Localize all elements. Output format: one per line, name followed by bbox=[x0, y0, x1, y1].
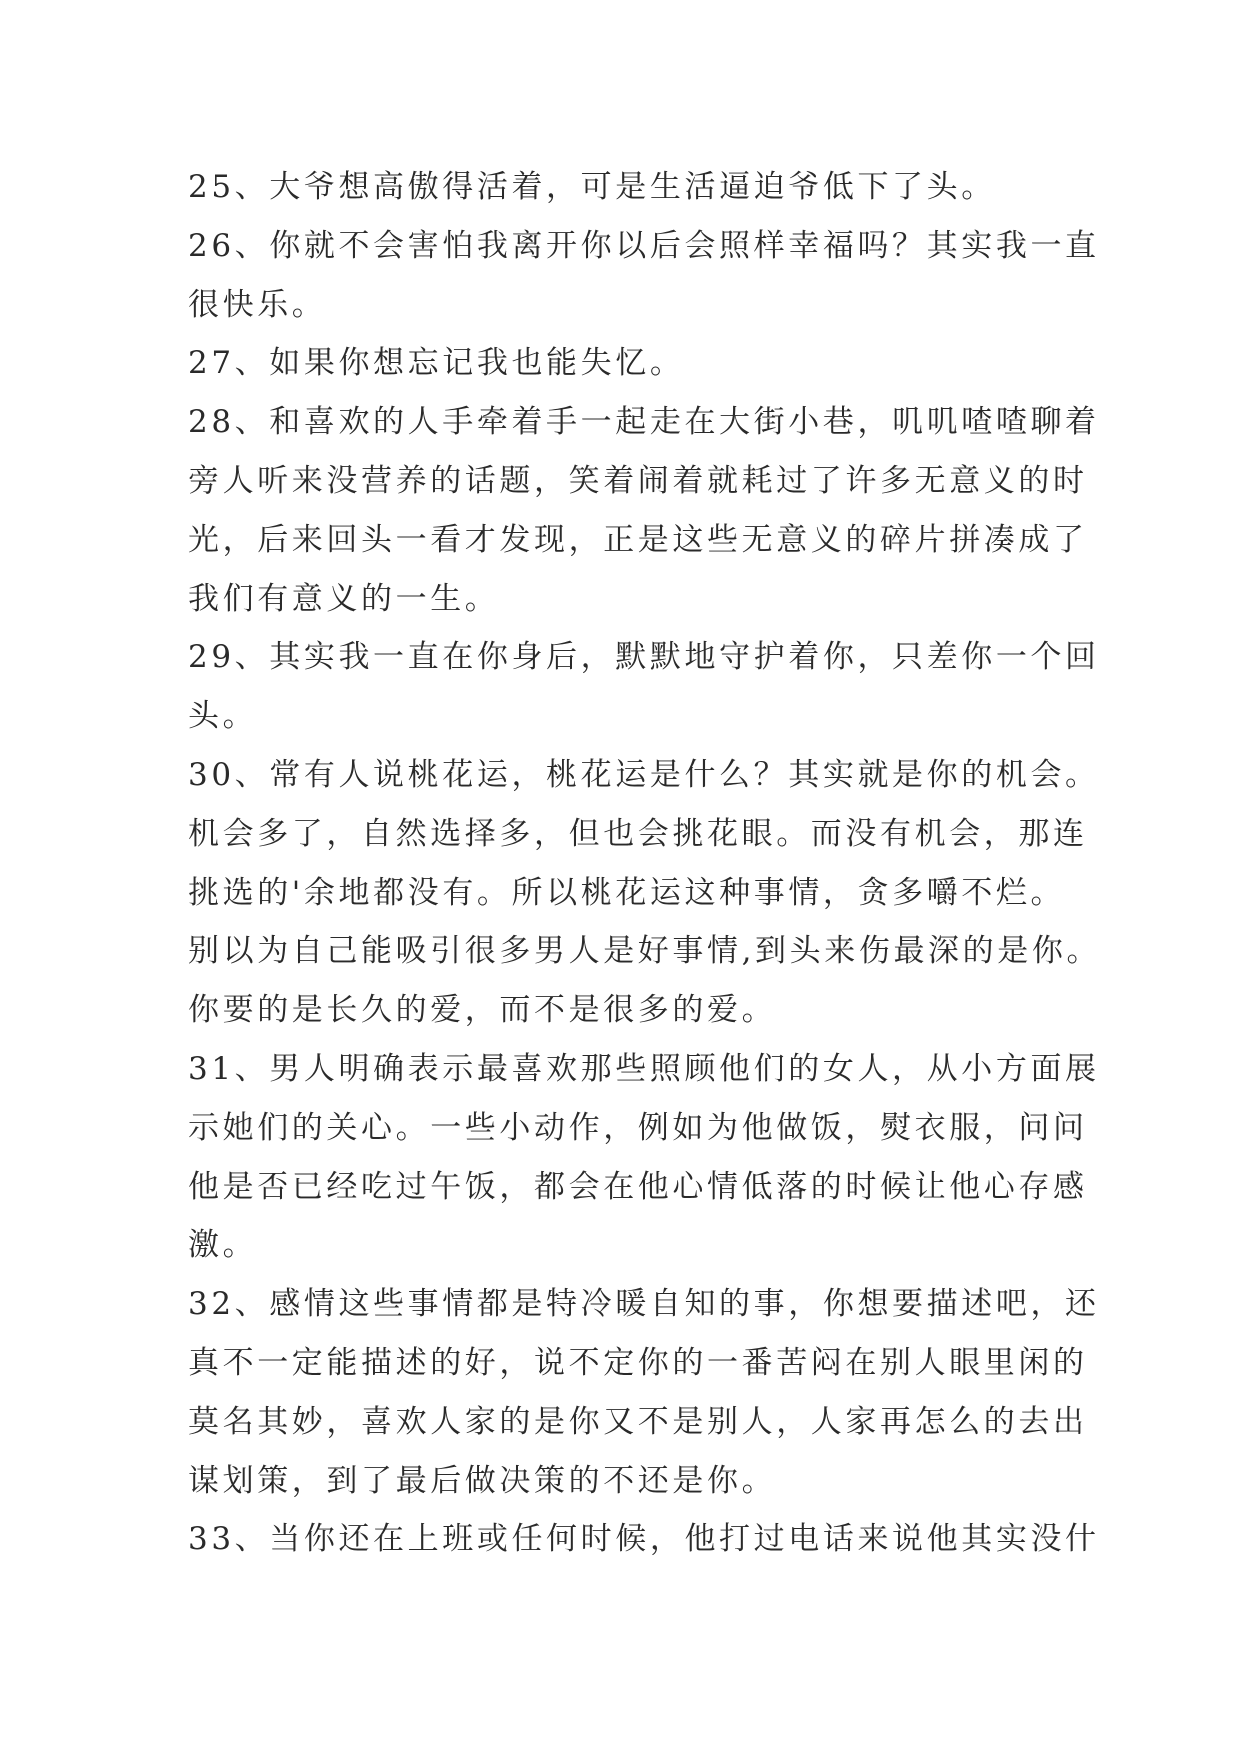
text-line: 别以为自己能吸引很多男人是好事情,到头来伤最深的是你。 bbox=[188, 933, 1102, 970]
text-line: 27、如果你想忘记我也能失忆。 bbox=[188, 345, 685, 382]
text-line: 25、大爷想高傲得活着，可是生活逼迫爷低下了头。 bbox=[188, 169, 996, 205]
text-line: 挑选的'余地都没有。所以桃花运这种事情，贪多嚼不烂。 bbox=[188, 874, 1066, 911]
text-line: 旁人听来没营养的话题，笑着闹着就耗过了许多无意义的时 bbox=[188, 462, 1088, 499]
text-line: 29、其实我一直在你身后，默默地守护着你，只差你一个回 bbox=[188, 639, 1100, 676]
text-line: 示她们的关心。一些小动作，例如为他做饭，熨衣服，问问 bbox=[188, 1109, 1088, 1146]
text-line: 机会多了，自然选择多，但也会挑花眼。而没有机会，那连 bbox=[188, 815, 1088, 852]
text-line: 头。 bbox=[188, 698, 258, 735]
text-line: 你要的是长久的爱，而不是很多的爱。 bbox=[188, 992, 777, 1029]
text-line: 激。 bbox=[188, 1227, 258, 1264]
text-line: 光，后来回头一看才发现，正是这些无意义的碎片拼凑成了 bbox=[188, 521, 1088, 558]
document-body bbox=[188, 158, 1102, 1569]
text-line: 我们有意义的一生。 bbox=[188, 580, 500, 617]
text-line: 谋划策，到了最后做决策的不还是你。 bbox=[188, 1462, 777, 1499]
text-line: 30、常有人说桃花运，桃花运是什么？其实就是你的机会。 bbox=[188, 756, 1100, 793]
text-line: 28、和喜欢的人手牵着手一起走在大街小巷，叽叽喳喳聊着 bbox=[188, 404, 1100, 441]
text-line: 他是否已经吃过午饭，都会在他心情低落的时候让他心存感 bbox=[188, 1168, 1088, 1205]
text-line: 33、当你还在上班或任何时候，他打过电话来说他其实没什 bbox=[188, 1521, 1100, 1558]
text-line: 31、男人明确表示最喜欢那些照顾他们的女人，从小方面展 bbox=[188, 1050, 1100, 1087]
text-line: 莫名其妙，喜欢人家的是你又不是别人，人家再怎么的去出 bbox=[188, 1403, 1088, 1440]
text-line: 很快乐。 bbox=[188, 286, 327, 323]
text-line: 32、感情这些事情都是特冷暖自知的事，你想要描述吧，还 bbox=[188, 1286, 1100, 1323]
text-line: 真不一定能描述的好，说不定你的一番苦闷在别人眼里闲的 bbox=[188, 1344, 1088, 1381]
text-line: 26、你就不会害怕我离开你以后会照样幸福吗？其实我一直 bbox=[188, 227, 1100, 264]
